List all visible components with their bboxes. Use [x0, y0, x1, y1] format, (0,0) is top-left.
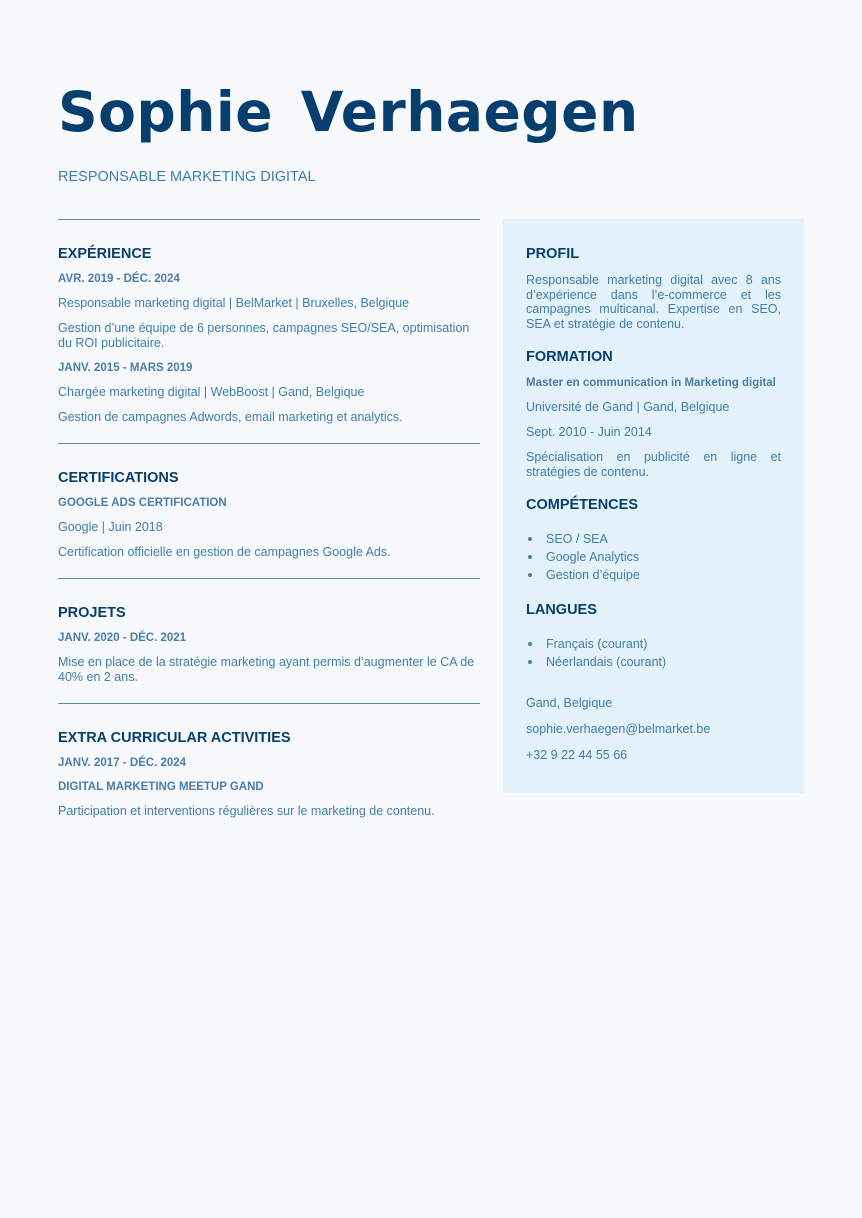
contact-email[interactable]: sophie.verhaegen@belmarket.be [526, 722, 711, 736]
section-title: PROFIL [526, 246, 580, 262]
contact-info [526, 695, 781, 763]
job-dates: JANV. 2015 - MARS 2019 [58, 362, 193, 374]
job-role: Chargée marketing digital | WebBoost | Gand, Belgique [58, 385, 365, 399]
section-title: FORMATION [526, 349, 613, 365]
job-description: Gestion de campagnes Adwords, email marketing et analytics. [58, 410, 403, 424]
certification-name: GOOGLE ADS CERTIFICATION [58, 497, 227, 509]
list-item: Français (courant) [526, 635, 781, 653]
activity-name: DIGITAL MARKETING MEETUP GAND [58, 781, 264, 793]
education-dates: Sept. 2010 - Juin 2014 [526, 425, 652, 439]
list-item: SEO / SEA [526, 530, 781, 548]
list-item: Google Analytics [526, 548, 781, 566]
projects-section [58, 578, 480, 703]
certification-description: Certification officielle en gestion de campagnes Google Ads. [58, 545, 391, 559]
languages-list [526, 635, 781, 671]
extra-activities-section [58, 703, 480, 837]
main-column [58, 219, 480, 837]
languages-section [526, 601, 781, 671]
education-description: Spécialisation en publicité en ligne et stratégies de contenu. [526, 450, 781, 479]
job-description: Gestion d’une équipe de 6 personnes, campagnes SEO/SEA, optimisation du ROI publicitaire. [58, 321, 470, 350]
sidebar [503, 219, 804, 793]
profile-text: Responsable marketing digital avec 8 ans d’expérience dans l’e-commerce et les campagnes multicanal. Expertise en SEO, SEA et stratégie de contenu. [526, 273, 781, 331]
section-title: CERTIFICATIONS [58, 470, 179, 486]
school-name: Université de Gand | Gand, Belgique [526, 400, 730, 414]
job-title: RESPONSABLE MARKETING DIGITAL [58, 169, 316, 185]
education-section [526, 348, 781, 479]
candidate-name: Sophie Verhaegen [58, 80, 639, 144]
project-description: Mise en place de la stratégie marketing ayant permis d’augmenter le CA de 40% en 2 ans. [58, 655, 475, 684]
job-role: Responsable marketing digital | BelMarket | Bruxelles, Belgique [58, 296, 410, 310]
skills-list [526, 530, 781, 584]
section-title: COMPÉTENCES [526, 497, 638, 513]
section-title: LANGUES [526, 602, 597, 618]
activity-dates: JANV. 2017 - DÉC. 2024 [58, 757, 187, 769]
certification-issuer: Google | Juin 2018 [58, 520, 163, 534]
list-item: Gestion d’équipe [526, 566, 781, 584]
contact-location: Gand, Belgique [526, 696, 613, 710]
contact-phone[interactable]: +32 9 22 44 55 66 [526, 748, 628, 762]
degree-name: Master en communication in Marketing digital [526, 377, 776, 389]
list-item: Néerlandais (courant) [526, 653, 781, 671]
section-title: EXPÉRIENCE [58, 246, 152, 262]
profile-section [526, 245, 781, 331]
activity-description: Participation et interventions régulières sur le marketing de contenu. [58, 804, 435, 818]
section-title: PROJETS [58, 605, 126, 621]
project-dates: JANV. 2020 - DÉC. 2021 [58, 632, 187, 644]
job-dates: AVR. 2019 - DÉC. 2024 [58, 273, 180, 285]
skills-section [526, 496, 781, 584]
certifications-section [58, 443, 480, 578]
experience-section [58, 219, 480, 443]
section-title: EXTRA CURRICULAR ACTIVITIES [58, 730, 291, 746]
